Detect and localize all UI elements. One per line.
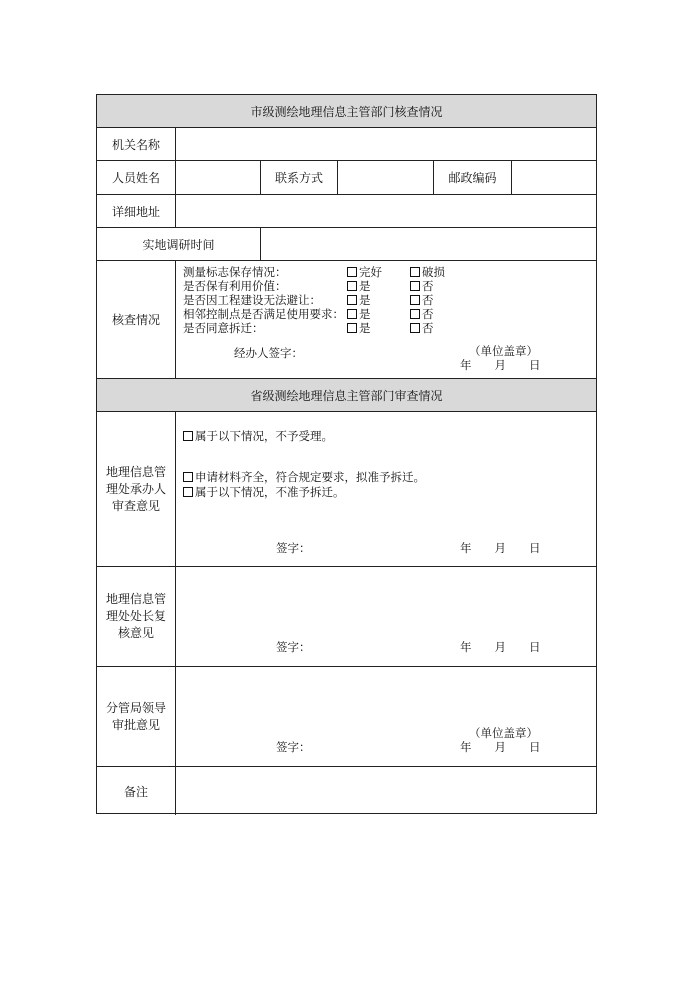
- provincial-section-header: [97, 379, 596, 412]
- check-opt2-0[interactable]: 破损: [410, 264, 445, 280]
- checkbox-icon[interactable]: [183, 487, 193, 497]
- leader-approval-label-cell: [97, 667, 176, 766]
- address-row: [97, 195, 596, 228]
- leader-approval-content: [176, 667, 596, 766]
- check-opt2-2[interactable]: 否: [410, 292, 434, 308]
- leader-date-label: 年 月 日: [460, 740, 541, 754]
- checkbox-icon[interactable]: [347, 267, 357, 277]
- director-review-label: 地理信息管理处处长复核意见: [105, 592, 166, 640]
- contact-label: 联系方式: [274, 171, 323, 185]
- director-review-row: [97, 567, 596, 667]
- municipal-section-title: 市级测绘地理信息主管部门核查情况: [250, 104, 443, 119]
- municipal-date-label: 年 月 日: [460, 358, 541, 372]
- leader-approval-row: [97, 667, 596, 767]
- checkbox-icon[interactable]: [347, 323, 357, 333]
- agency-name-row: [97, 128, 596, 161]
- postcode-field[interactable]: [512, 161, 596, 194]
- director-date-label: 年 月 日: [460, 640, 541, 654]
- check-opt1-4[interactable]: 是: [347, 320, 371, 336]
- remarks-row: [97, 767, 596, 815]
- checkbox-icon[interactable]: [347, 295, 357, 305]
- checkbox-icon[interactable]: [410, 309, 420, 319]
- handler-date-label: 年 月 日: [460, 541, 541, 555]
- survey-time-field[interactable]: [261, 228, 596, 260]
- leader-sign-label: 签字：: [276, 740, 311, 754]
- agency-name-field[interactable]: [176, 128, 596, 160]
- check-opt1-0[interactable]: 完好: [347, 264, 382, 280]
- agency-name-label-cell: [97, 128, 176, 160]
- checkbox-icon[interactable]: [410, 281, 420, 291]
- director-review-label-cell: [97, 567, 176, 666]
- survey-time-label: 实地调研时间: [142, 237, 215, 252]
- postcode-label-cell: [434, 161, 512, 194]
- address-field[interactable]: [176, 195, 596, 227]
- check-opt1-2[interactable]: 是: [347, 292, 371, 308]
- remarks-label: 备注: [123, 784, 148, 799]
- checkbox-icon[interactable]: [183, 472, 193, 482]
- check-label-cell: [97, 261, 176, 378]
- handler-sign-label-2: 签字：: [276, 541, 311, 555]
- check-opt2-4[interactable]: 否: [410, 320, 434, 336]
- check-q-1: 是否保有利用价值：: [183, 279, 287, 293]
- remarks-label-cell: [97, 767, 176, 815]
- postcode-label: 邮政编码: [448, 171, 497, 185]
- check-opt1-1[interactable]: 是: [347, 278, 371, 294]
- check-q-3: 相邻控制点是否满足使用要求：: [183, 307, 344, 321]
- check-opt1-3[interactable]: 是: [347, 306, 371, 322]
- handler-opinion-option-2[interactable]: 属于以下情况，不准予拆迁。: [183, 484, 345, 500]
- checkbox-icon[interactable]: [410, 267, 420, 277]
- handler-opinion-row: [97, 412, 596, 567]
- person-row: [97, 161, 596, 195]
- check-q-4: 是否同意拆迁：: [183, 321, 264, 335]
- contact-label-cell: [261, 161, 338, 194]
- handler-sign-label: 经办人签字：: [234, 346, 303, 360]
- checkbox-icon[interactable]: [347, 281, 357, 291]
- check-q-0: 测量标志保存情况：: [183, 265, 287, 279]
- handler-opinion-label-cell: [97, 412, 176, 566]
- director-sign-label: 签字：: [276, 640, 311, 654]
- checkbox-icon[interactable]: [183, 431, 193, 441]
- handler-opinion-option-0[interactable]: 属于以下情况，不予受理。: [183, 428, 333, 444]
- check-q-2: 是否因工程建设无法避让：: [183, 293, 321, 307]
- survey-time-row: [97, 228, 596, 261]
- handler-opinion-content: [176, 412, 596, 566]
- contact-field[interactable]: [338, 161, 434, 194]
- check-opt2-3[interactable]: 否: [410, 306, 434, 322]
- municipal-section-header: [97, 95, 596, 128]
- approval-form: [96, 94, 597, 814]
- check-label: 核查情况: [111, 313, 160, 327]
- check-opt2-1[interactable]: 否: [410, 278, 434, 294]
- checkbox-icon[interactable]: [410, 323, 420, 333]
- municipal-seal-label: （单位盖章）: [469, 344, 538, 358]
- check-row: [97, 261, 596, 379]
- person-name-label-cell: [97, 161, 176, 194]
- provincial-section-title: 省级测绘地理信息主管部门审查情况: [250, 388, 443, 403]
- checkbox-icon[interactable]: [410, 295, 420, 305]
- address-label-cell: [97, 195, 176, 227]
- address-label: 详细地址: [111, 204, 160, 219]
- handler-opinion-label: 地理信息管理处承办人审查意见: [105, 464, 166, 513]
- person-name-field[interactable]: [176, 161, 261, 194]
- leader-approval-label: 分管局领导审批意见: [105, 700, 166, 732]
- checkbox-icon[interactable]: [347, 309, 357, 319]
- leader-seal-label: （单位盖章）: [469, 726, 538, 740]
- handler-opinion-option-1[interactable]: 申请材料齐全，符合规定要求，拟准予拆迁。: [183, 469, 425, 485]
- director-review-content: [176, 567, 596, 666]
- agency-name-label: 机关名称: [111, 137, 160, 152]
- remarks-field[interactable]: [176, 767, 596, 815]
- check-content: [176, 261, 596, 378]
- person-name-label: 人员姓名: [111, 171, 160, 185]
- survey-time-label-cell: [97, 228, 261, 260]
